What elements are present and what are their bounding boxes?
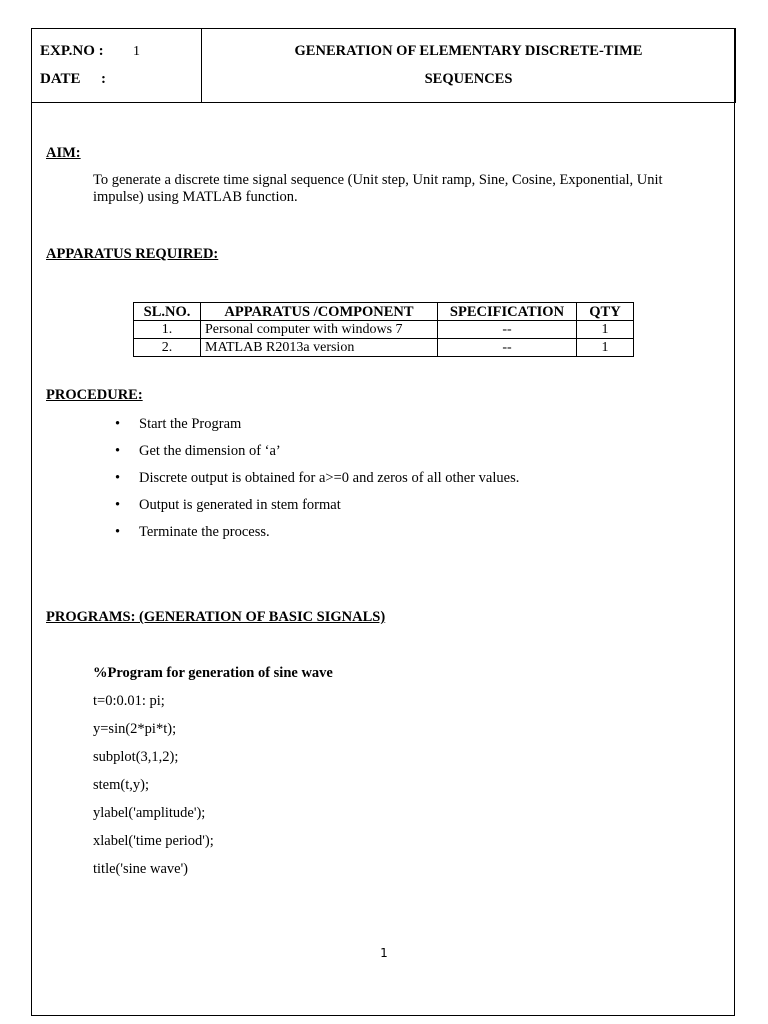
table-cell: -- — [438, 321, 577, 339]
table-cell: 2. — [134, 339, 201, 357]
procedure-heading: PROCEDURE: — [46, 387, 143, 403]
list-item — [115, 524, 270, 541]
code-line: subplot(3,1,2); — [93, 749, 179, 765]
table-cell: 1 — [577, 339, 634, 357]
list-item — [115, 416, 241, 433]
procedure-step: Terminate the process. — [139, 524, 270, 540]
date-colon: : — [101, 71, 106, 87]
column-header: QTY — [577, 303, 634, 321]
code-line: t=0:0.01: pi; — [93, 693, 165, 709]
bullet-icon: • — [115, 470, 121, 486]
list-item — [115, 443, 281, 460]
column-header: APPARATUS /COMPONENT — [201, 303, 438, 321]
aim-heading: AIM: — [46, 145, 81, 161]
apparatus-heading: APPARATUS REQUIRED: — [46, 246, 219, 262]
header-divider — [201, 28, 202, 103]
apparatus-table — [133, 302, 634, 357]
doc-title-line2: SEQUENCES — [424, 71, 513, 87]
table-cell: Personal computer with windows 7 — [201, 321, 438, 339]
code-line: xlabel('time period'); — [93, 833, 214, 849]
procedure-step: Start the Program — [139, 416, 242, 432]
exp-no-label: EXP.NO : — [40, 43, 104, 59]
code-line: y=sin(2*pi*t); — [93, 721, 177, 737]
programs-heading: PROGRAMS: (GENERATION OF BASIC SIGNALS) — [46, 609, 386, 625]
header-box — [31, 28, 736, 103]
bullet-icon: • — [115, 497, 121, 513]
list-item — [115, 497, 341, 514]
code-line: ylabel('amplitude'); — [93, 805, 206, 821]
doc-title-line1: GENERATION OF ELEMENTARY DISCRETE-TIME — [294, 43, 643, 59]
exp-no-value: 1 — [133, 44, 140, 59]
code-title: %Program for generation of sine wave — [93, 665, 333, 681]
column-header: SPECIFICATION — [438, 303, 577, 321]
table-cell: MATLAB R2013a version — [201, 339, 438, 357]
table-row — [134, 339, 634, 357]
table-cell: -- — [438, 339, 577, 357]
aim-text-line2: impulse) using MATLAB function. — [93, 189, 298, 205]
aim-text-line1: To generate a discrete time signal sequence (Unit step, Unit ramp, Sine, Cosine, Exponential, Unit — [93, 172, 663, 188]
column-header: SL.NO. — [134, 303, 201, 321]
table-header-row — [134, 303, 634, 321]
code-line: stem(t,y); — [93, 777, 149, 793]
code-line: title('sine wave') — [93, 861, 189, 877]
procedure-step: Discrete output is obtained for a>=0 and zeros of all other values. — [139, 470, 520, 486]
procedure-step: Get the dimension of ‘a’ — [139, 443, 281, 459]
table-cell: 1. — [134, 321, 201, 339]
page-number: 1 — [380, 946, 388, 960]
table-cell: 1 — [577, 321, 634, 339]
bullet-icon: • — [115, 524, 121, 540]
bullet-icon: • — [115, 443, 121, 459]
procedure-step: Output is generated in stem format — [139, 497, 341, 513]
date-label: DATE — [40, 71, 81, 87]
list-item — [115, 470, 519, 487]
bullet-icon: • — [115, 416, 121, 432]
table-row — [134, 321, 634, 339]
